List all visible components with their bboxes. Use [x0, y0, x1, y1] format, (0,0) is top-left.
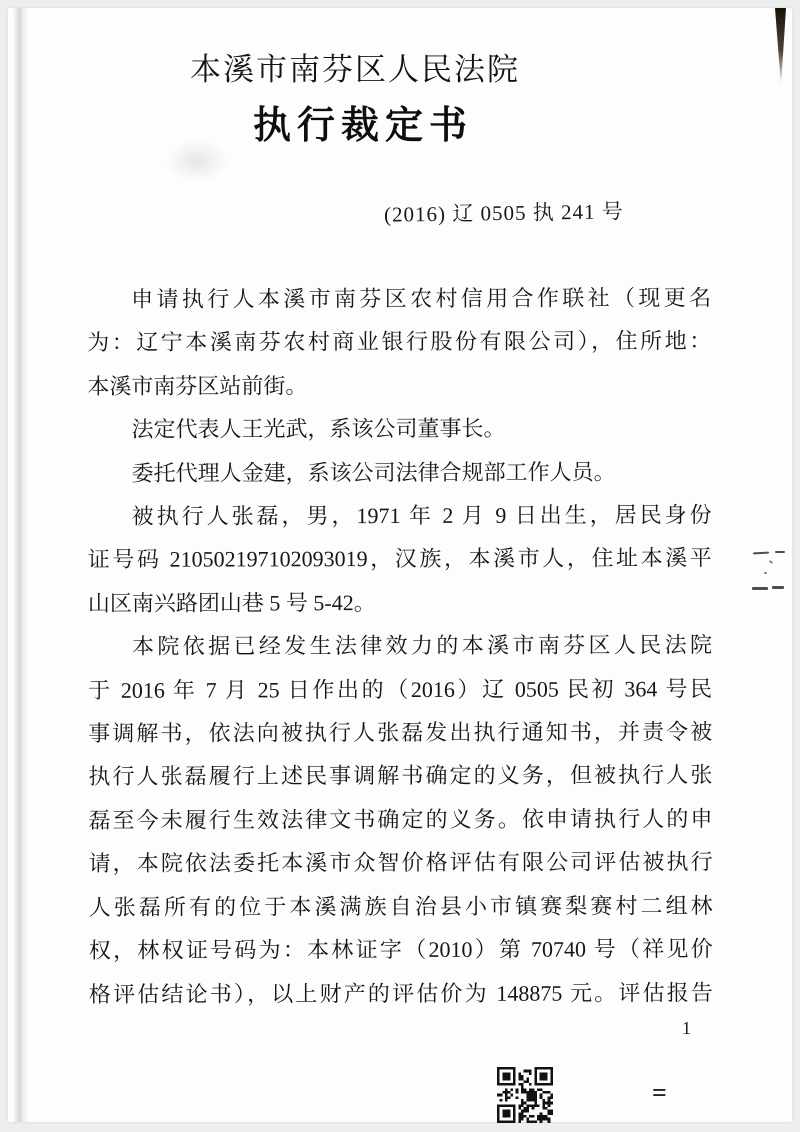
margin-pen-mark: [764, 572, 767, 574]
document-title: 执行裁定书: [252, 105, 473, 147]
body-line: 磊至今未履行生效法律文书确定的义务。依申请执行人的申: [88, 806, 713, 833]
body-line: 请，本院依法委托本溪市众智价格评估有限公司评估被执行: [88, 849, 713, 877]
document-body: [87, 276, 713, 1016]
body-line: 本溪市南芬区站前街。: [87, 373, 308, 399]
body-line: 于 2016 年 7 月 25 日作出的（2016）辽 0505 民初 364 号民: [88, 675, 713, 703]
body-line: 格评估结论书），以上财产的评估价为 148875 元。评估报告: [88, 979, 713, 1007]
body-line: 山区南兴路团山巷 5 号 5-42。: [87, 589, 376, 616]
body-line: 本院依据已经发生法律效力的本溪市南芬区人民法院: [131, 632, 713, 659]
court-name: 本溪市南芬区人民法院: [190, 52, 520, 87]
scan-shadow-left: [13, 8, 29, 1122]
body-line: 委托代理人金建，系该公司法律合规部工作人员。: [131, 459, 616, 486]
margin-pen-mark: [775, 551, 785, 553]
body-line: 申请执行人本溪市南芬区农村信用合作联社（现更名: [131, 285, 712, 312]
margin-equals-mark: =: [652, 1078, 667, 1107]
scan-streak-top-right: [772, 8, 788, 93]
body-line: 为：辽宁本溪南芬农村商业银行股份有限公司），住所地：: [87, 328, 712, 356]
margin-pen-mark: [772, 586, 784, 589]
body-line: 法定代表人王光武，系该公司董事长。: [131, 415, 506, 442]
body-line: 权，林权证号码为：本林证字（2010）第 70740 号（祥见价: [88, 936, 713, 963]
page-number: 1: [682, 1018, 691, 1038]
body-line: 被执行人张磊，男，1971 年 2 月 9 日出生，居民身份: [131, 502, 712, 529]
body-line: 人张磊所有的位于本溪满族自治县小市镇赛梨赛村二组林: [88, 892, 713, 920]
body-line: 证号码 210502197102093019，汉族，本溪市人，住址本溪平: [87, 545, 712, 573]
qr-code-icon: [497, 1067, 553, 1123]
margin-pen-mark: [752, 587, 768, 590]
case-number: (2016) 辽 0505 执 241 号: [384, 199, 625, 227]
body-line: 事调解书，依法向被执行人张磊发出执行通知书，并责令被: [88, 719, 713, 746]
body-line: 执行人张磊履行上述民事调解书确定的义务，但被执行人张: [88, 762, 713, 790]
